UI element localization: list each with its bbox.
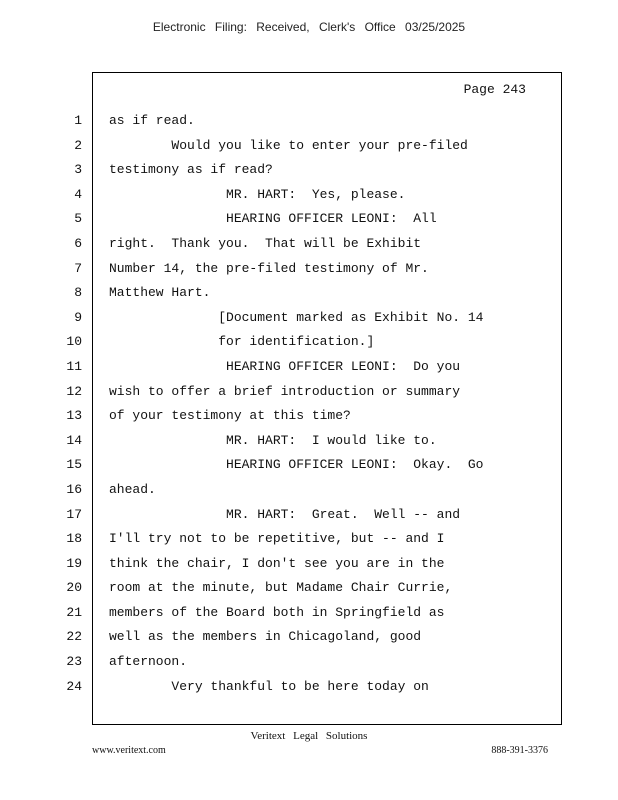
- transcript-lines: [109, 112, 549, 702]
- line-number: 1: [74, 113, 82, 128]
- line-number: 16: [66, 481, 82, 497]
- line-number: 9: [74, 309, 82, 325]
- transcript-line: HEARING OFFICER LEONI: Okay. Go: [109, 457, 484, 473]
- transcript-line: think the chair, I don't see you are in the: [109, 555, 445, 571]
- transcript-line: [Document marked as Exhibit No. 14: [109, 309, 484, 325]
- transcript-line: Would you like to enter your pre-filed: [109, 137, 468, 153]
- transcript-line: Very thankful to be here today on: [109, 678, 429, 694]
- transcript-line: for identification.]: [109, 334, 375, 350]
- line-number: 23: [66, 654, 82, 670]
- line-number: 3: [74, 162, 82, 178]
- transcript-line: MR. HART: Great. Well -- and: [109, 506, 461, 522]
- line-number: 15: [66, 457, 82, 473]
- line-number: 4: [74, 186, 82, 202]
- line-number: 18: [66, 531, 82, 547]
- line-number: 12: [66, 383, 82, 399]
- transcript-line: I'll try not to be repetitive, but -- and I: [109, 531, 445, 547]
- line-number: 7: [74, 260, 82, 276]
- transcript-line: testimony as if read?: [109, 162, 273, 178]
- transcript-line: wish to offer a brief introduction or summary: [109, 383, 461, 399]
- line-number: 13: [66, 408, 82, 424]
- footer-phone: 888-391-3376: [491, 745, 548, 756]
- transcript-line: Matthew Hart.: [109, 285, 211, 301]
- filing-header: Electronic Filing: Received, Clerk's Office 03/25/2025: [152, 20, 466, 34]
- line-number: 8: [74, 285, 82, 301]
- line-number: 19: [66, 555, 82, 571]
- transcript-line: of your testimony at this time?: [109, 408, 351, 424]
- footer-company: Veritext Legal Solutions: [250, 730, 368, 742]
- line-number: 6: [74, 235, 82, 251]
- line-number: 5: [74, 211, 82, 227]
- line-number: 21: [66, 604, 82, 620]
- transcript-line: afternoon.: [109, 654, 188, 670]
- line-number-column: [62, 112, 82, 702]
- transcript-line: as if read.: [109, 113, 195, 128]
- line-number: 14: [66, 432, 82, 448]
- transcript-line: HEARING OFFICER LEONI: Do you: [109, 358, 461, 374]
- page-number: Page 243: [463, 82, 526, 97]
- line-number: 10: [66, 334, 82, 350]
- transcript-line: MR. HART: Yes, please.: [109, 186, 406, 202]
- transcript-line: members of the Board both in Springfield as: [109, 604, 445, 620]
- transcript-line: HEARING OFFICER LEONI: All: [109, 211, 437, 227]
- line-number: 24: [66, 678, 82, 694]
- transcript-line: room at the minute, but Madame Chair Currie,: [109, 580, 453, 596]
- transcript-line: well as the members in Chicagoland, good: [109, 629, 422, 645]
- transcript-line: Number 14, the pre-filed testimony of Mr.: [109, 260, 429, 276]
- transcript-line: right. Thank you. That will be Exhibit: [109, 235, 422, 251]
- transcript-line: MR. HART: I would like to.: [109, 432, 437, 448]
- line-number: 17: [66, 506, 82, 522]
- line-number: 22: [66, 629, 82, 645]
- line-number: 2: [74, 137, 82, 153]
- footer-website: www.veritext.com: [92, 745, 166, 756]
- line-number: 11: [66, 358, 82, 374]
- transcript-line: ahead.: [109, 481, 156, 497]
- line-number: 20: [66, 580, 82, 596]
